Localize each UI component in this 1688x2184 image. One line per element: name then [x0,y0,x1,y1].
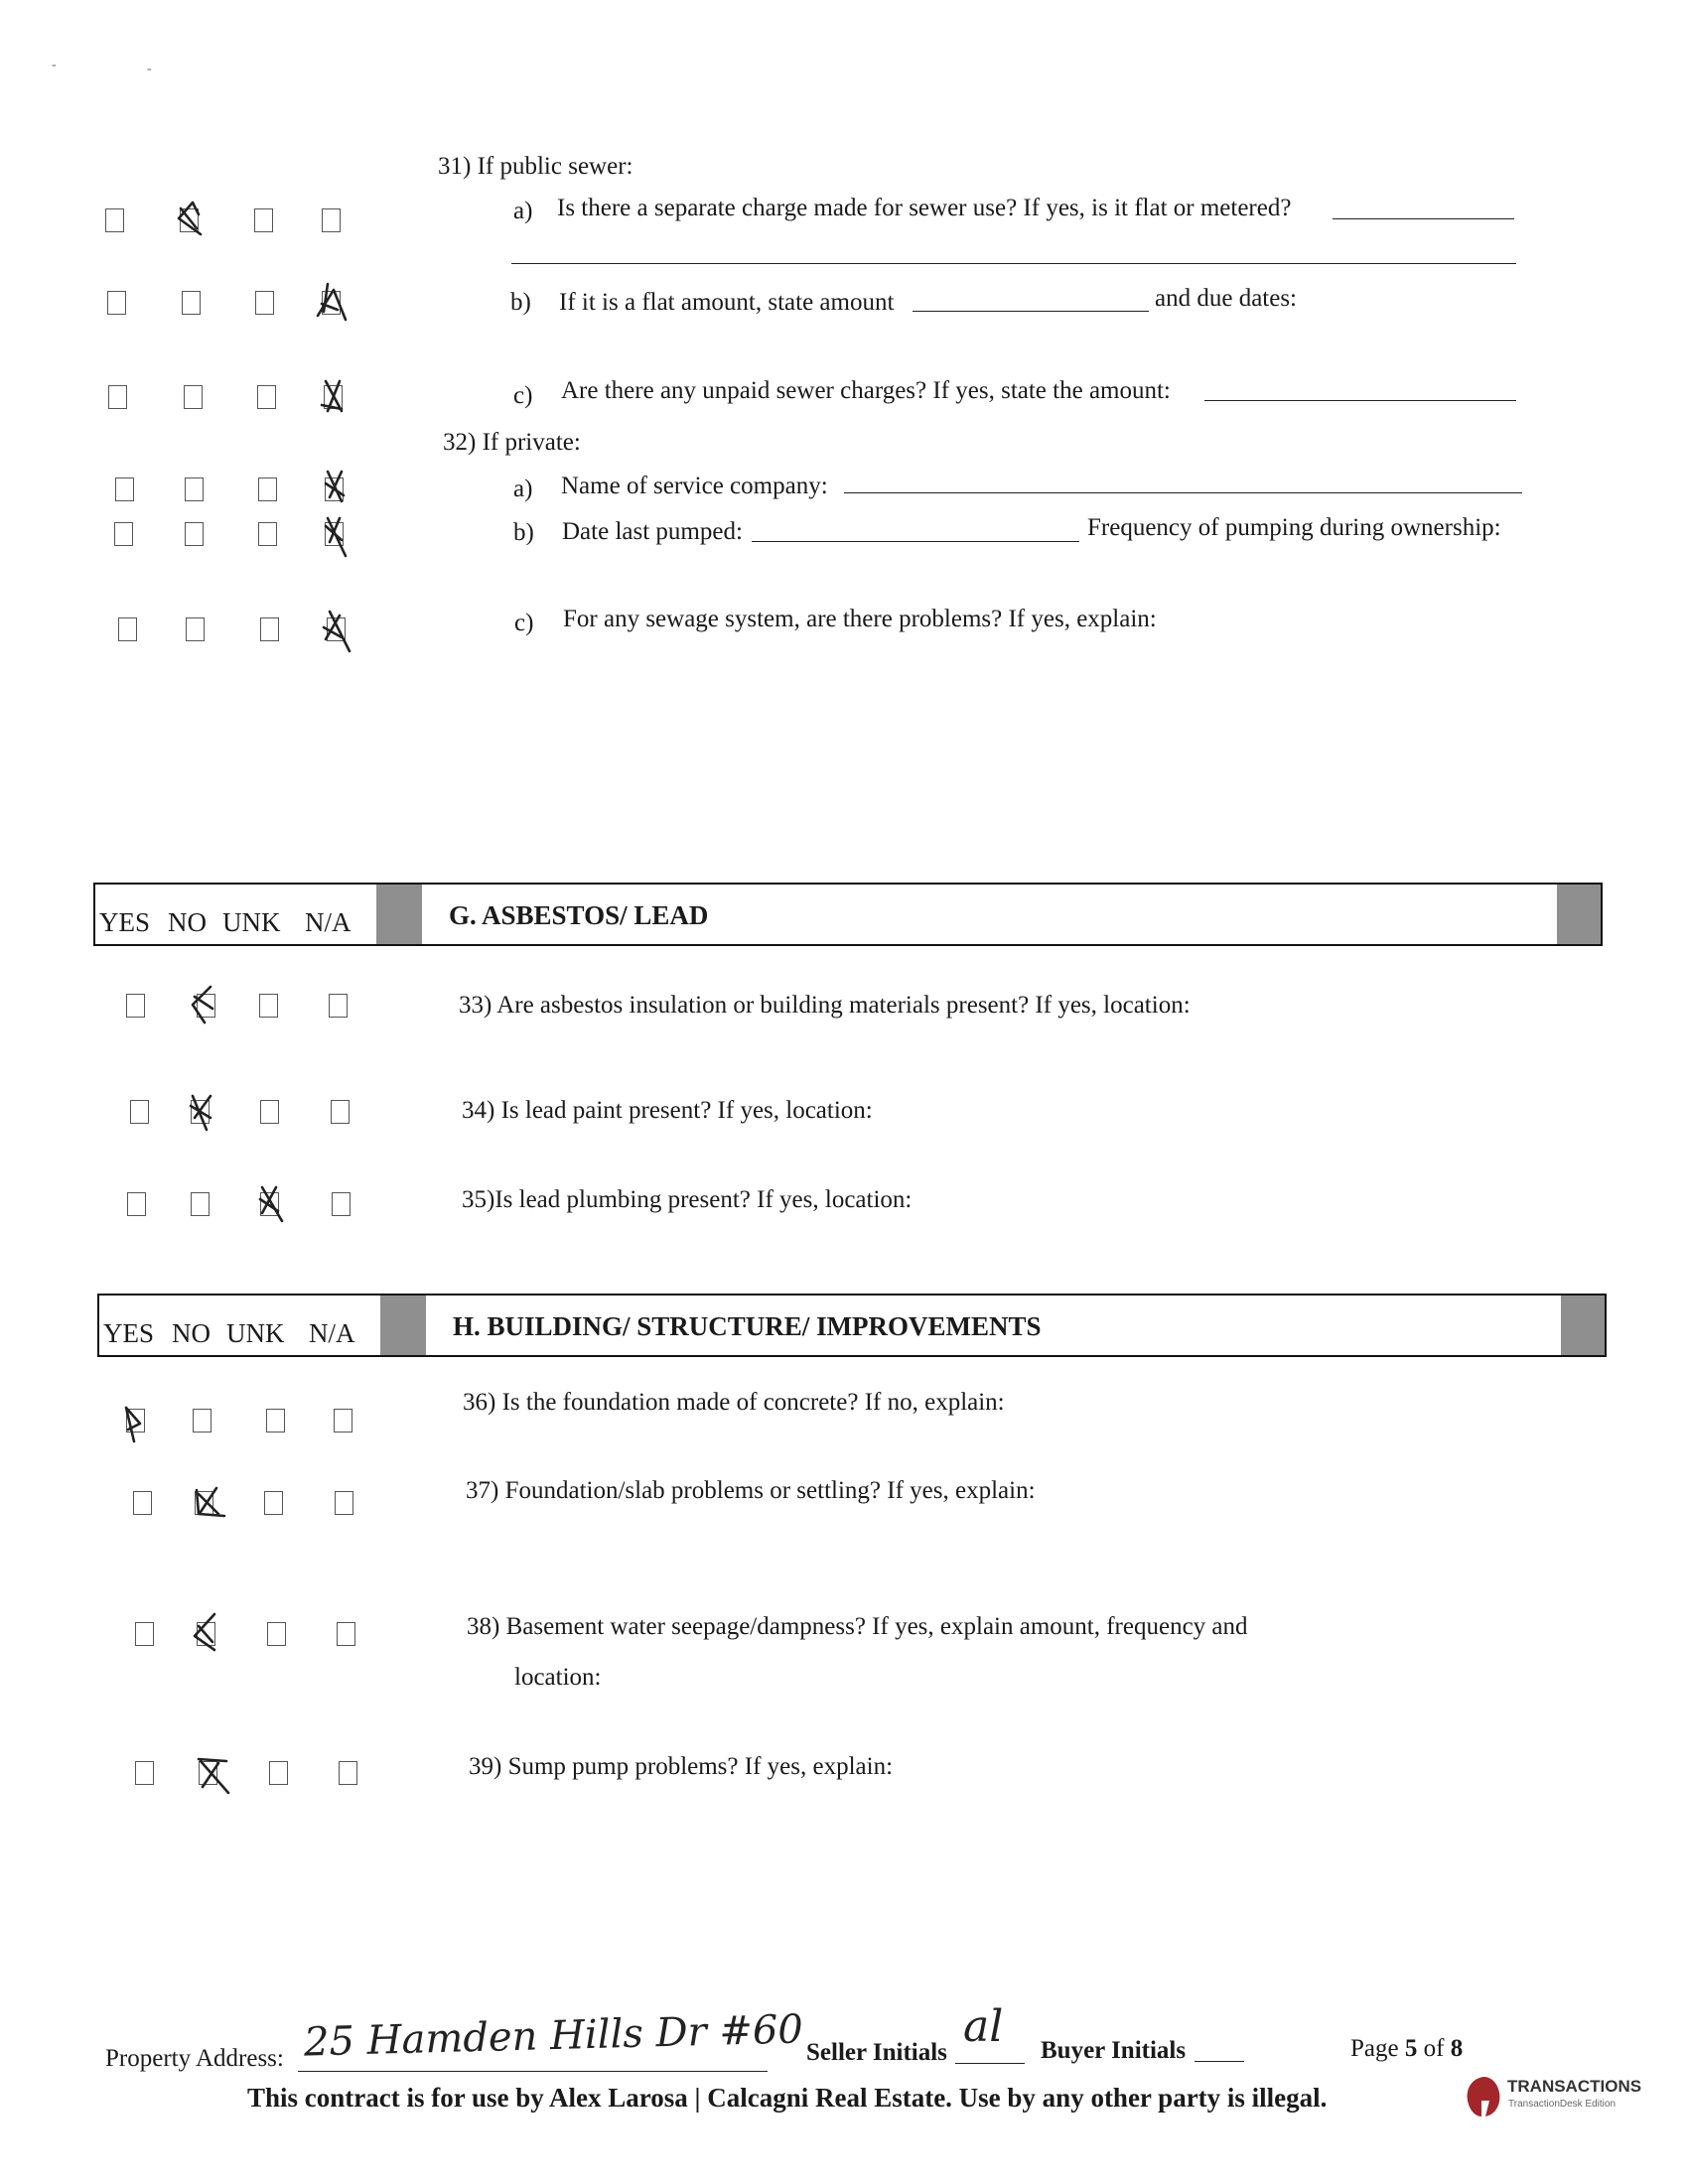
checkbox-unk[interactable] [254,208,273,232]
col-unk: UNK [226,1318,285,1348]
checkbox-yes[interactable] [133,1491,152,1515]
checkbox-yes[interactable] [135,1622,154,1646]
handwritten-check-mark [189,1482,228,1528]
section-h-title: H. BUILDING/ STRUCTURE/ IMPROVEMENTS [453,1311,1042,1341]
q32b-text-2: Frequency of pumping during ownership: [1087,514,1501,541]
property-address-line[interactable] [298,2071,768,2072]
header-shade-left [380,1296,426,1355]
buyer-initials-label: Buyer Initials [1041,2037,1187,2064]
checkbox-unk[interactable] [264,1491,283,1515]
q36-text: 36) Is the foundation made of concrete? If no, explain: [463,1389,1005,1416]
checkbox-unk[interactable] [260,617,279,641]
col-yes: YES [99,907,151,937]
section-h-header [97,1294,1607,1357]
q31a-answer-line-2[interactable] [511,263,1516,264]
checkbox-no[interactable] [185,522,204,546]
handwritten-check-mark [314,375,353,421]
scan-mark-1: - [52,58,57,72]
q38-text-1: 38) Basement water seepage/dampness? If yes, explain amount, frequency and [467,1613,1248,1640]
checkbox-na[interactable] [339,1761,357,1785]
section-g-header [93,883,1603,946]
col-no: NO [172,1318,211,1348]
checkbox-unk[interactable] [258,478,277,501]
checkbox-yes[interactable] [118,617,137,641]
checkbox-unk[interactable] [255,291,274,315]
checkbox-unk[interactable] [257,385,276,409]
answer-column-headers [95,885,376,944]
q32b-text-1: Date last pumped: [562,518,743,545]
q31a-letter: a) [513,198,533,224]
property-address-label: Property Address: [105,2045,284,2072]
section-g-title: G. ASBESTOS/ LEAD [449,900,709,930]
header-shade-left [376,885,422,944]
handwritten-check-mark [316,468,355,513]
answer-column-headers [99,1296,380,1355]
q31a-answer-line[interactable] [1333,218,1514,219]
col-na: N/A [305,907,352,937]
checkbox-na[interactable] [331,1100,350,1124]
handwritten-check-mark [171,199,211,244]
transactions-logo-subtext: TransactionDesk Edition [1508,2099,1617,2110]
checkbox-unk[interactable] [269,1761,288,1785]
handwritten-check-mark [193,1751,232,1797]
q32a-answer-line[interactable] [844,492,1522,493]
q32a-letter: a) [513,476,533,502]
q37-text: 37) Foundation/slab problems or settling? If yes, explain: [466,1477,1036,1504]
page-current: 5 [1404,2035,1418,2062]
page-prefix: Page [1350,2035,1405,2062]
checkbox-yes[interactable] [107,291,126,315]
buyer-initials-line[interactable] [1195,2061,1244,2062]
header-shade-right [1561,1296,1605,1355]
q31a-text: Is there a separate charge made for sewer use? If yes, is it flat or metered? [557,195,1292,221]
col-unk: UNK [222,907,281,937]
handwritten-check-mark [252,1181,292,1227]
q32-label: 32) If private: [443,429,581,456]
handwritten-check-mark [316,512,355,558]
checkbox-no[interactable] [191,1192,210,1216]
checkbox-yes[interactable] [130,1100,149,1124]
seller-initials-label: Seller Initials [806,2039,947,2066]
q32b-date-line[interactable] [752,541,1079,542]
handwritten-check-mark [118,1402,158,1447]
checkbox-yes[interactable] [115,478,134,501]
checkbox-na[interactable] [329,994,348,1018]
q38-text-2: location: [514,1664,602,1691]
q34-text: 34) Is lead paint present? If yes, location: [462,1097,873,1124]
seller-initials-value: al [963,2001,1004,2052]
checkbox-unk[interactable] [266,1409,285,1433]
q31b-text-1: If it is a flat amount, state amount [559,289,895,316]
q35-text: 35)Is lead plumbing present? If yes, location: [462,1186,913,1213]
checkbox-unk[interactable] [259,994,278,1018]
checkbox-yes[interactable] [135,1761,154,1785]
checkbox-na[interactable] [335,1491,353,1515]
transactions-logo [1464,2075,1658,2120]
q39-text: 39) Sump pump problems? If yes, explain: [469,1753,894,1780]
handwritten-check-mark [183,983,222,1028]
checkbox-yes[interactable] [114,522,133,546]
page-separator: of [1417,2035,1451,2062]
q32c-text: For any sewage system, are there problems? If yes, explain: [563,606,1157,632]
checkbox-unk[interactable] [260,1100,279,1124]
header-shade-right [1557,885,1601,944]
checkbox-na[interactable] [334,1409,352,1433]
property-address-value: 25 Hamden Hills Dr #60 [303,2006,804,2066]
col-yes: YES [103,1318,155,1348]
page-total: 8 [1450,2035,1464,2062]
q31c-text: Are there any unpaid sewer charges? If yes, state the amount: [561,377,1171,404]
transactions-logo-text: TRANSACTIONS [1507,2077,1642,2096]
transactions-logo-icon [1464,2075,1503,2118]
checkbox-yes[interactable] [126,994,145,1018]
checkbox-no[interactable] [182,291,201,315]
handwritten-check-mark [187,1610,226,1656]
checkbox-na[interactable] [332,1192,351,1216]
checkbox-na[interactable] [337,1622,355,1646]
checkbox-yes[interactable] [108,385,127,409]
checkbox-no[interactable] [193,1409,211,1433]
checkbox-no[interactable] [186,617,205,641]
seller-initials-line[interactable] [955,2063,1025,2064]
handwritten-check-mark [316,608,355,653]
handwritten-check-mark [183,1090,222,1136]
q31c-answer-line[interactable] [1204,400,1516,401]
q32c-letter: c) [514,610,534,636]
q31b-text-2: and due dates: [1155,285,1298,312]
col-na: N/A [309,1318,355,1348]
q32a-text: Name of service company: [561,473,828,499]
checkbox-na[interactable] [322,208,341,232]
page-number [1350,2035,1463,2063]
q31-label: 31) If public sewer: [438,153,633,180]
scan-mark-2: - [147,62,152,76]
q31b-letter: b) [510,289,531,316]
q32b-letter: b) [513,519,534,546]
checkbox-unk[interactable] [258,522,277,546]
checkbox-no[interactable] [184,385,203,409]
checkbox-yes[interactable] [127,1192,146,1216]
q31b-amount-line[interactable] [913,311,1149,312]
checkbox-yes[interactable] [105,208,124,232]
q31c-letter: c) [513,382,533,409]
q33-text: 33) Are asbestos insulation or building materials present? If yes, location: [459,992,1191,1019]
col-no: NO [168,907,207,937]
checkbox-no[interactable] [185,478,204,501]
checkbox-unk[interactable] [267,1622,286,1646]
handwritten-check-mark [312,280,352,326]
usage-notice: This contract is for use by Alex Larosa | Calcagni Real Estate. Use by any other party is illegal. [247,2083,1328,2113]
